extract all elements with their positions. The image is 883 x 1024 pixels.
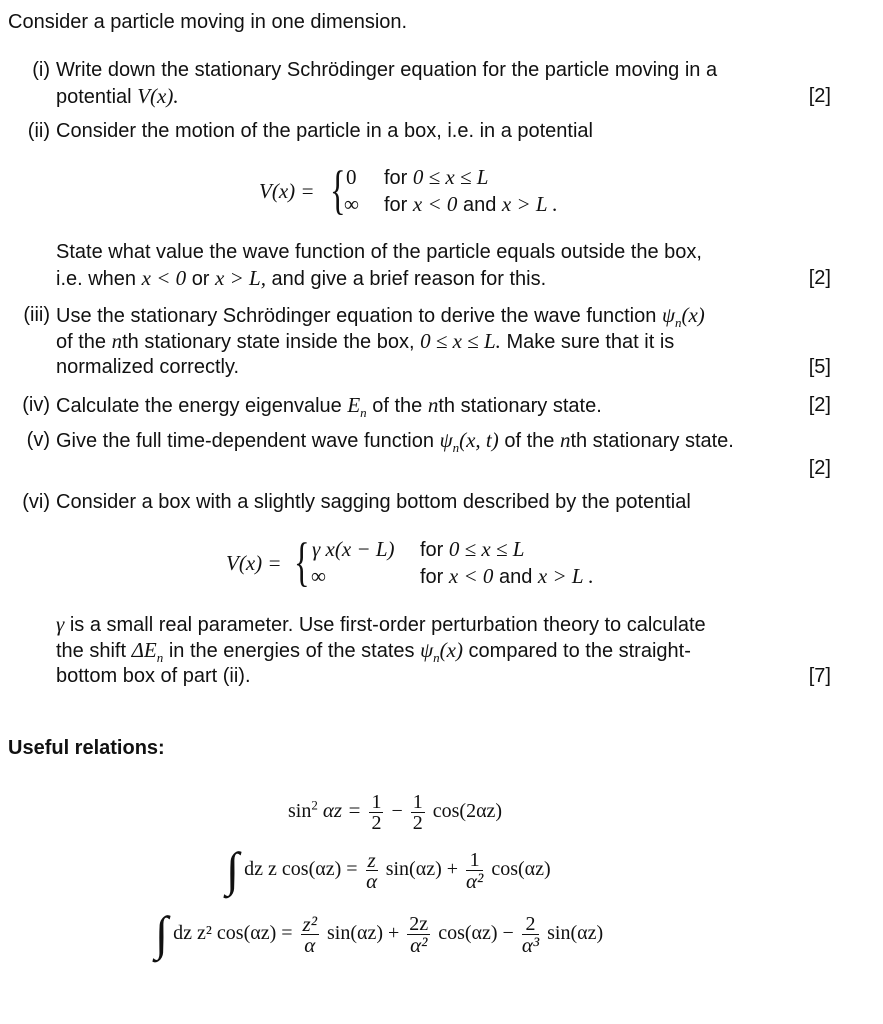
part-ii-state-tail: and give a brief reason for this. bbox=[271, 268, 547, 290]
part-iii-range: 0 ≤ x ≤ L. bbox=[420, 329, 501, 353]
part-ii-state-or: or bbox=[191, 268, 210, 290]
part-ii-state-line1: State what value the wave function of the particle equals outside the box, bbox=[56, 241, 702, 263]
relation-3-frac-3: $\frac{2}{\text{α³}}$ bbox=[521, 913, 540, 957]
relation-1 bbox=[288, 792, 502, 833]
part-vi-psi: $\psi_n(x)$ bbox=[420, 638, 463, 666]
part-iii-line2-b: th stationary state inside the box, bbox=[122, 331, 415, 353]
part-ii-case2-for: for bbox=[384, 194, 408, 216]
part-vi-case2-cond bbox=[420, 563, 594, 590]
part-vi-marks: [7] bbox=[808, 665, 831, 687]
part-iv-line bbox=[56, 392, 602, 426]
part-vi-case2-for: for bbox=[420, 566, 444, 588]
part-iii-line2-c: Make sure that it is bbox=[506, 331, 675, 353]
part-ii-state-ie: i.e. when bbox=[56, 268, 137, 290]
part-ii-case2-and: and bbox=[462, 194, 497, 216]
part-vi-line1: Consider a box with a slightly sagging bottom described by the potential bbox=[56, 491, 691, 513]
relation-3-frac-2: $\frac{2z}{\text{α²}}$ bbox=[409, 913, 429, 957]
relation-2-frac-2: $\frac{1}{\text{α²}}$ bbox=[466, 849, 484, 893]
part-vi-label: (vi) bbox=[22, 491, 50, 513]
part-vi-para-line2-b: in the energies of the states bbox=[168, 640, 415, 662]
part-ii-marks: [2] bbox=[808, 267, 831, 289]
part-v-n: n bbox=[559, 428, 571, 452]
part-iv-n: n bbox=[427, 393, 439, 417]
relation-1-frac-1: $\frac{1}{2}$ bbox=[371, 791, 382, 834]
relation-2-mid: sin(αz) + bbox=[385, 858, 459, 881]
part-ii-case1-math: 0 ≤ x ≤ L bbox=[412, 165, 489, 189]
part-ii-case2-value: ∞ bbox=[344, 192, 359, 216]
part-v-text-a: Give the full time-dependent wave function bbox=[56, 430, 434, 452]
part-i-marks: [2] bbox=[808, 85, 831, 107]
part-ii-case1-value: 0 bbox=[346, 165, 357, 189]
part-vi-case1-cond bbox=[420, 536, 524, 563]
part-vi-case1-math: 0 ≤ x ≤ L bbox=[448, 537, 525, 561]
relation-2-frac-1: $\frac{z}{\alpha}$ bbox=[366, 848, 378, 893]
part-iv-text-c: th stationary state. bbox=[438, 395, 602, 417]
part-iii-line1-text: Use the stationary Schrödinger equation to derive the wave function bbox=[56, 305, 657, 327]
part-v-text-b: of the bbox=[504, 430, 555, 452]
part-vi-para-line3: bottom box of part (ii). bbox=[56, 665, 251, 687]
part-i-label: (i) bbox=[32, 59, 50, 81]
part-vi-para-line2-c: compared to the straight- bbox=[468, 640, 691, 662]
part-v-line bbox=[56, 427, 734, 461]
part-v-text-c: th stationary state. bbox=[570, 430, 734, 452]
part-iii-psi: $\psi_n(x)$ bbox=[661, 303, 705, 331]
part-iii-line2-a: of the bbox=[56, 331, 107, 353]
part-vi-gamma: γ bbox=[56, 612, 65, 636]
part-vi-para-line1 bbox=[56, 611, 706, 638]
part-ii-brace: { bbox=[330, 160, 346, 220]
relation-2-tail: cos(αz) bbox=[491, 858, 551, 881]
part-ii-case2-math1: x < 0 bbox=[412, 192, 458, 216]
part-vi-case2-math2: x > L . bbox=[537, 564, 594, 588]
relation-3-frac-1: $\frac{\text{z²}}{\alpha}$ bbox=[302, 912, 317, 957]
relation-1-frac-2: $\frac{1}{2}$ bbox=[412, 791, 423, 834]
relation-3-tail: sin(αz) bbox=[547, 922, 604, 945]
part-vi-case1-value: γ x(x − L) bbox=[312, 537, 395, 561]
relation-2-lhs: dz z cos(αz) = bbox=[244, 858, 358, 881]
part-i-line2 bbox=[56, 83, 179, 110]
useful-heading: Useful relations: bbox=[8, 737, 165, 759]
part-iii-marks: [5] bbox=[808, 356, 831, 378]
part-vi-case2-math1: x < 0 bbox=[448, 564, 494, 588]
relation-3-mid-2: cos(αz) − bbox=[438, 922, 514, 945]
part-ii-state-math2: x > L, bbox=[215, 266, 266, 290]
part-ii-line1: Consider the motion of the particle in a box, i.e. in a potential bbox=[56, 120, 593, 142]
relation-3-mid-1: sin(αz) + bbox=[327, 922, 400, 945]
part-vi-para-line2-a: the shift bbox=[56, 640, 127, 662]
part-vi-case2-value: ∞ bbox=[311, 564, 326, 588]
part-iv-energy: $E_n$ bbox=[347, 393, 367, 421]
part-i-potential-math: V(x). bbox=[137, 84, 179, 108]
part-iii-line3: normalized correctly. bbox=[56, 356, 240, 378]
part-ii-potential-lhs: V(x) = bbox=[259, 179, 315, 203]
part-iii-label: (iii) bbox=[23, 304, 50, 326]
part-vi-case1-for: for bbox=[420, 539, 444, 561]
relation-1-tail: cos(2αz) bbox=[432, 800, 503, 823]
part-vi-brace: { bbox=[294, 532, 310, 592]
part-v-marks: [2] bbox=[808, 457, 831, 479]
part-iii-n: n bbox=[111, 329, 123, 353]
part-iv-text-a: Calculate the energy eigenvalue bbox=[56, 395, 342, 417]
part-iv-marks: [2] bbox=[808, 394, 831, 416]
part-iv-label: (iv) bbox=[22, 394, 50, 416]
part-ii-case2-math2: x > L . bbox=[501, 192, 558, 216]
relation-2-integral: ∫ bbox=[226, 843, 240, 897]
relation-3-lhs: dz z² cos(αz) = bbox=[173, 922, 293, 945]
part-iii-line2 bbox=[56, 328, 674, 355]
relation-1-lhs: $\sin^2 \alpha z$ = bbox=[288, 797, 362, 823]
part-ii-state-math1: x < 0 bbox=[141, 266, 187, 290]
part-i-line2-text: potential bbox=[56, 86, 132, 108]
relation-3-integral: ∫ bbox=[155, 907, 169, 961]
part-vi-para-line1-text: is a small real parameter. Use first-order perturbation theory to calculate bbox=[69, 614, 706, 636]
relation-3 bbox=[155, 907, 604, 961]
part-iv-text-b: of the bbox=[372, 395, 423, 417]
part-vi-delta-e: $\Delta E_n$ bbox=[131, 638, 164, 666]
part-vi-case2-and: and bbox=[498, 566, 533, 588]
part-ii-case1-for: for bbox=[384, 167, 408, 189]
part-ii-case2-cond bbox=[384, 191, 558, 218]
part-ii-state-line2 bbox=[56, 265, 546, 292]
part-ii-case1-cond bbox=[384, 164, 488, 191]
part-ii-label: (ii) bbox=[27, 120, 50, 142]
part-v-psi: $\psi_n(x$, t) bbox=[439, 428, 499, 456]
relation-2 bbox=[226, 843, 551, 897]
part-vi-potential-lhs: V(x) = bbox=[226, 551, 282, 575]
intro-text: Consider a particle moving in one dimension. bbox=[8, 11, 408, 33]
part-v-label: (v) bbox=[26, 429, 50, 451]
relation-1-minus: − bbox=[391, 800, 403, 823]
part-i-line1: Write down the stationary Schrödinger equation for the particle moving in a bbox=[56, 59, 718, 81]
